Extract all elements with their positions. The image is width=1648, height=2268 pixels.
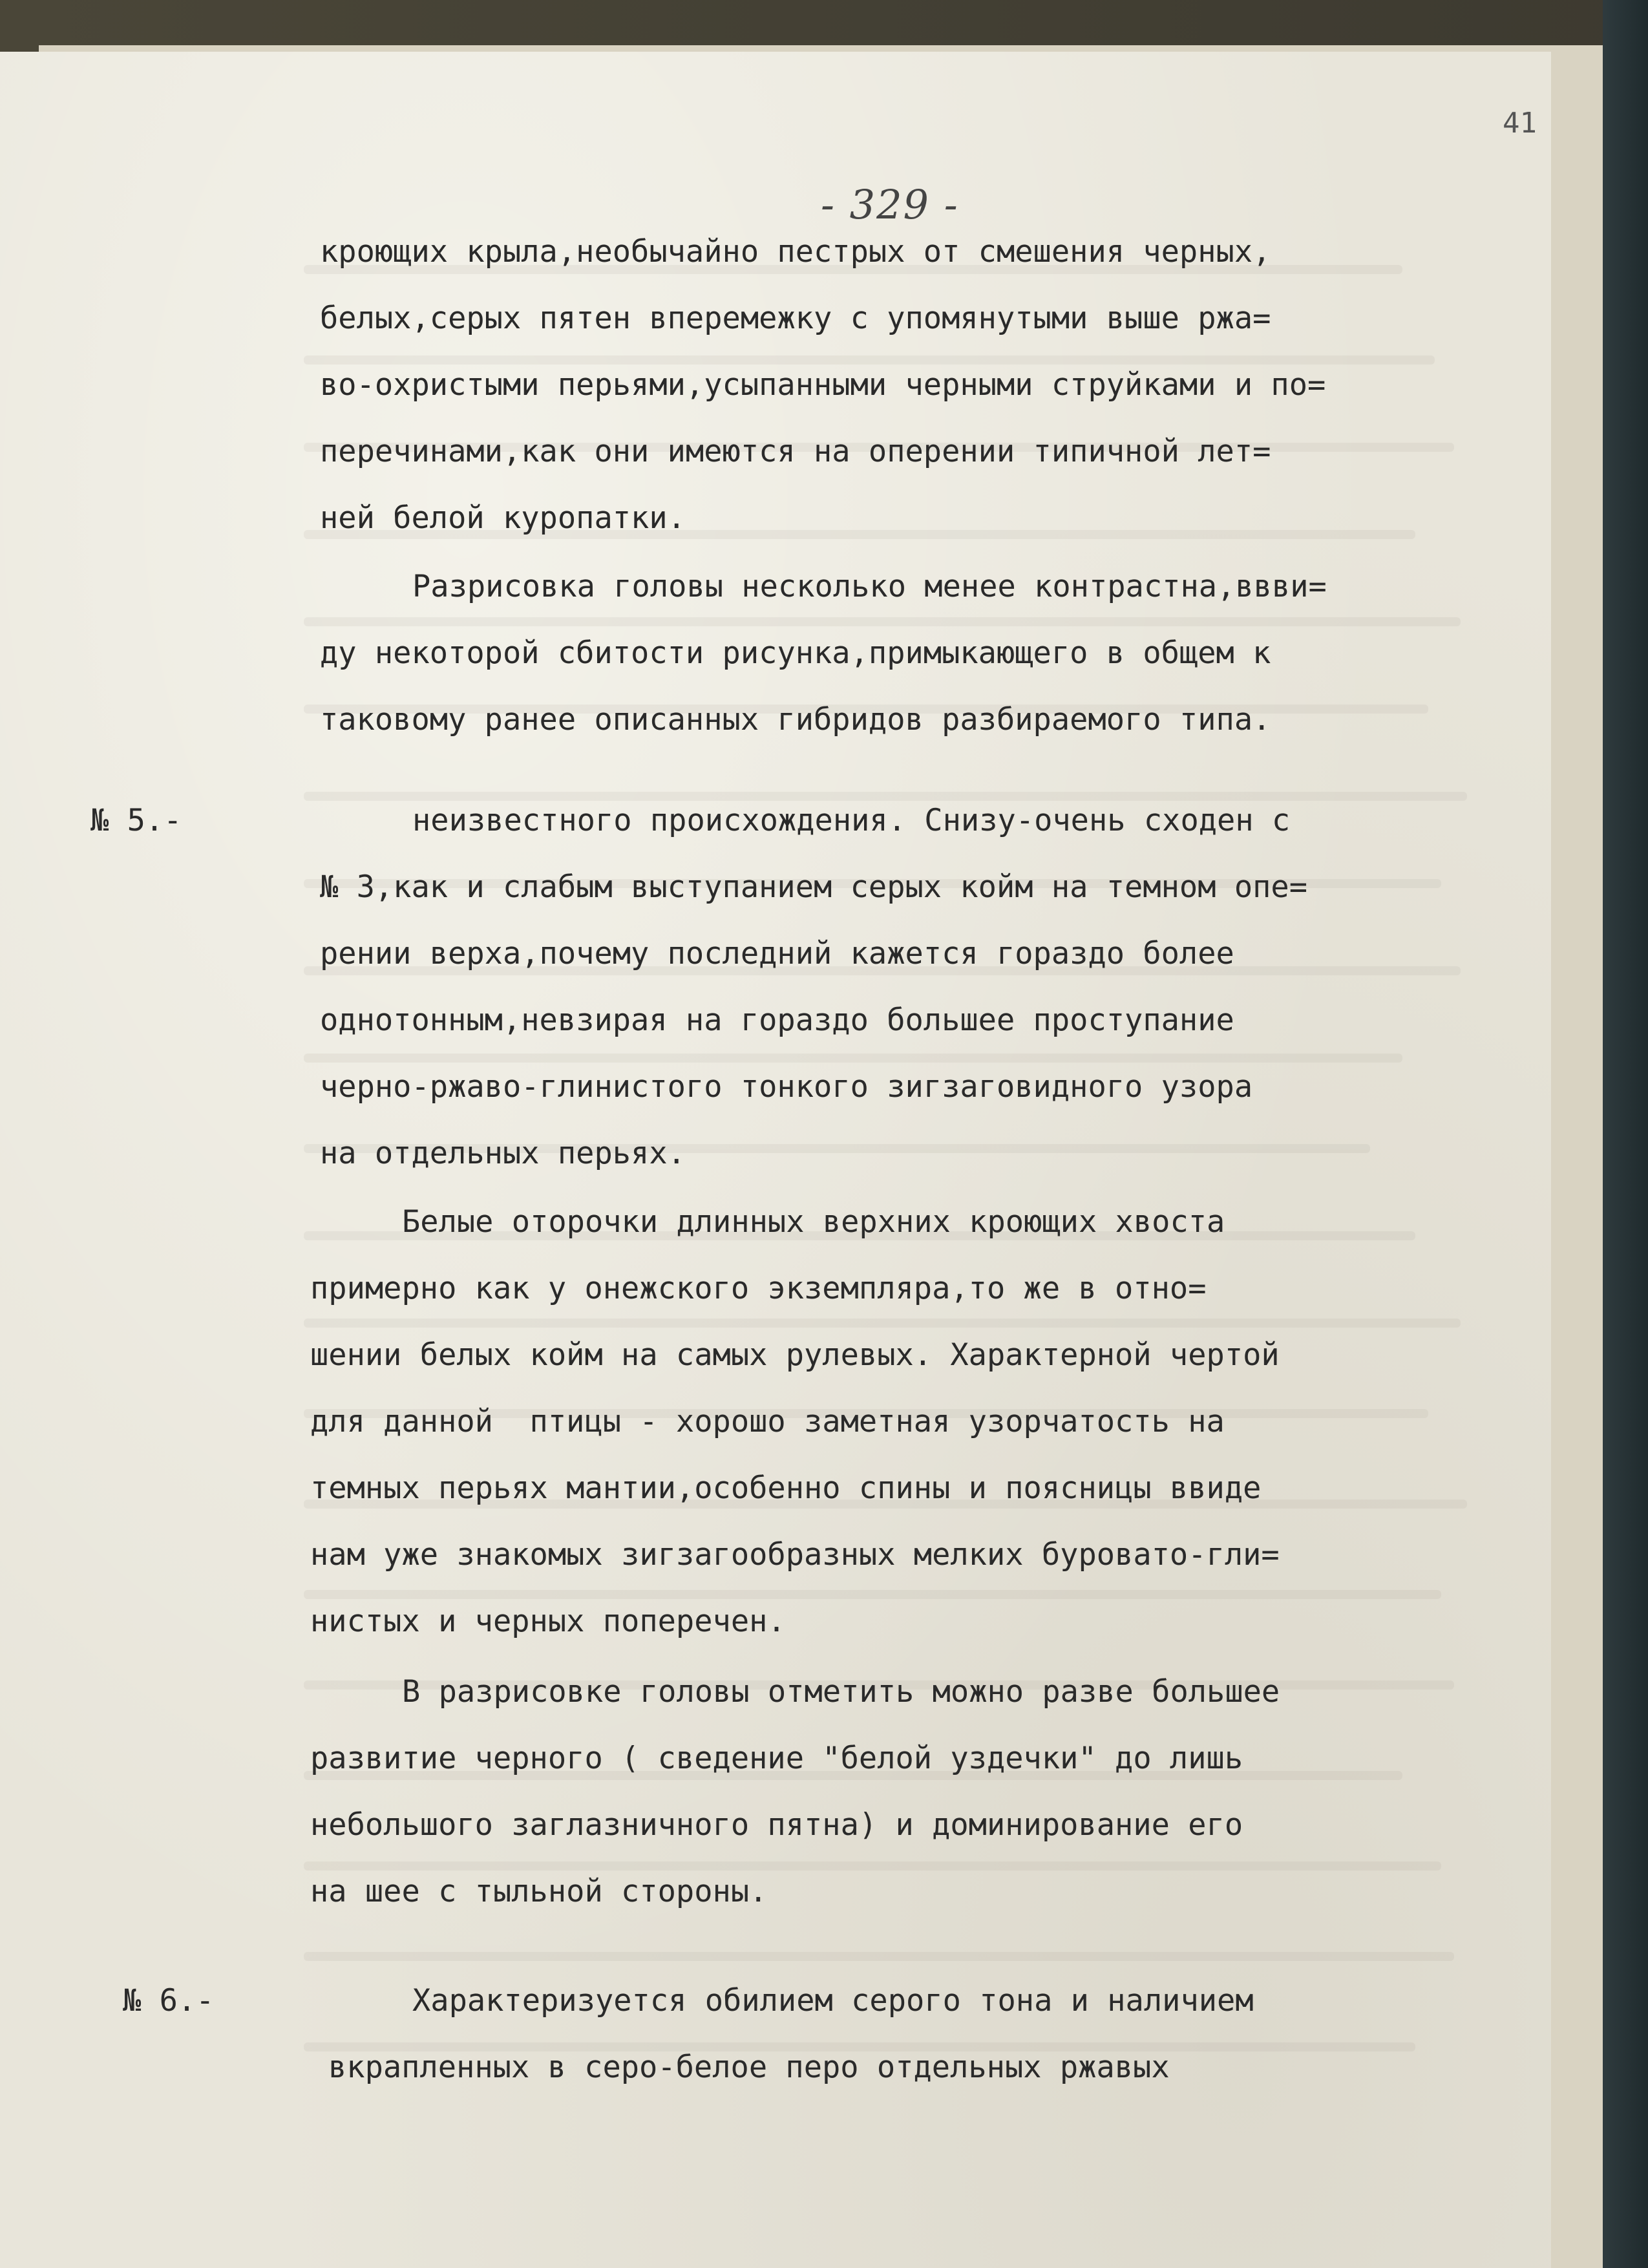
text-line: неизвестного происхождения. Снизу-очень сходен с xyxy=(412,803,1291,838)
text-line: Разрисовка головы несколько менее контрастна,ввви= xyxy=(412,569,1327,604)
text-line: примерно как у онежского экземпляра,то же в отно= xyxy=(310,1271,1207,1306)
manuscript-page xyxy=(0,52,1551,2268)
text-line: перечинами,как они имеются на оперении типичной лет= xyxy=(320,434,1271,469)
text-line: нам уже знакомых зигзагообразных мелких буровато-гли= xyxy=(310,1537,1280,1573)
sheet-number: 41 xyxy=(1503,107,1537,140)
text-line: небольшого заглазничного пятна) и доминирование его xyxy=(310,1807,1243,1843)
text-line: на шее с тыльной стороны. xyxy=(310,1874,768,1909)
text-line: Характеризуется обилием серого тона и наличием xyxy=(412,1983,1254,2019)
text-line: ду некоторой сбитости рисунка,примыкающего в общем к xyxy=(320,635,1271,671)
text-line: Белые оторочки длинных верхних кроющих хвоста xyxy=(402,1204,1225,1240)
text-line: черно-ржаво-глинистого тонкого зигзаговидного узора xyxy=(320,1069,1253,1105)
text-line: темных перьях мантии,особенно спины и поясницы ввиде xyxy=(310,1470,1262,1506)
text-line: ней белой куропатки. xyxy=(320,500,686,536)
text-line: шении белых койм на самых рулевых. Характерной чертой xyxy=(310,1337,1280,1373)
text-line: для данной птицы - хорошо заметная узорчатость на xyxy=(310,1404,1225,1439)
text-line: на отдельных перьях. xyxy=(320,1136,686,1171)
text-line: таковому ранее описанных гибридов разбираемого типа. xyxy=(320,702,1271,737)
book-binding xyxy=(1603,0,1648,2268)
text-line: белых,серых пятен вперемежку с упомянутыми выше ржа= xyxy=(320,301,1271,336)
text-line: рении верха,почему последний кажется гораздо более xyxy=(320,936,1234,971)
text-line: кроющих крыла,необычайно пестрых от смешения черных, xyxy=(320,234,1271,270)
page-number: - 329 - xyxy=(821,181,959,228)
text-line: во-охристыми перьями,усыпанными черными струйками и по= xyxy=(320,367,1326,403)
text-line: нистых и черных поперечен. xyxy=(310,1604,786,1639)
margin-label-no6: № 6.- xyxy=(123,1983,215,2019)
text-line: № 3,как и слабым выступанием серых койм на темном опе= xyxy=(320,869,1308,905)
text-line: В разрисовке головы отметить можно разве большее xyxy=(402,1674,1280,1710)
text-line: развитие черного ( сведение "белой уздечки" до лишь xyxy=(310,1741,1243,1776)
text-line: вкрапленных в серо-белое перо отдельных ржавых xyxy=(328,2050,1170,2085)
margin-label-no5: № 5.- xyxy=(90,803,182,838)
text-line: однотонным,невзирая на гораздо большее проступание xyxy=(320,1002,1234,1038)
